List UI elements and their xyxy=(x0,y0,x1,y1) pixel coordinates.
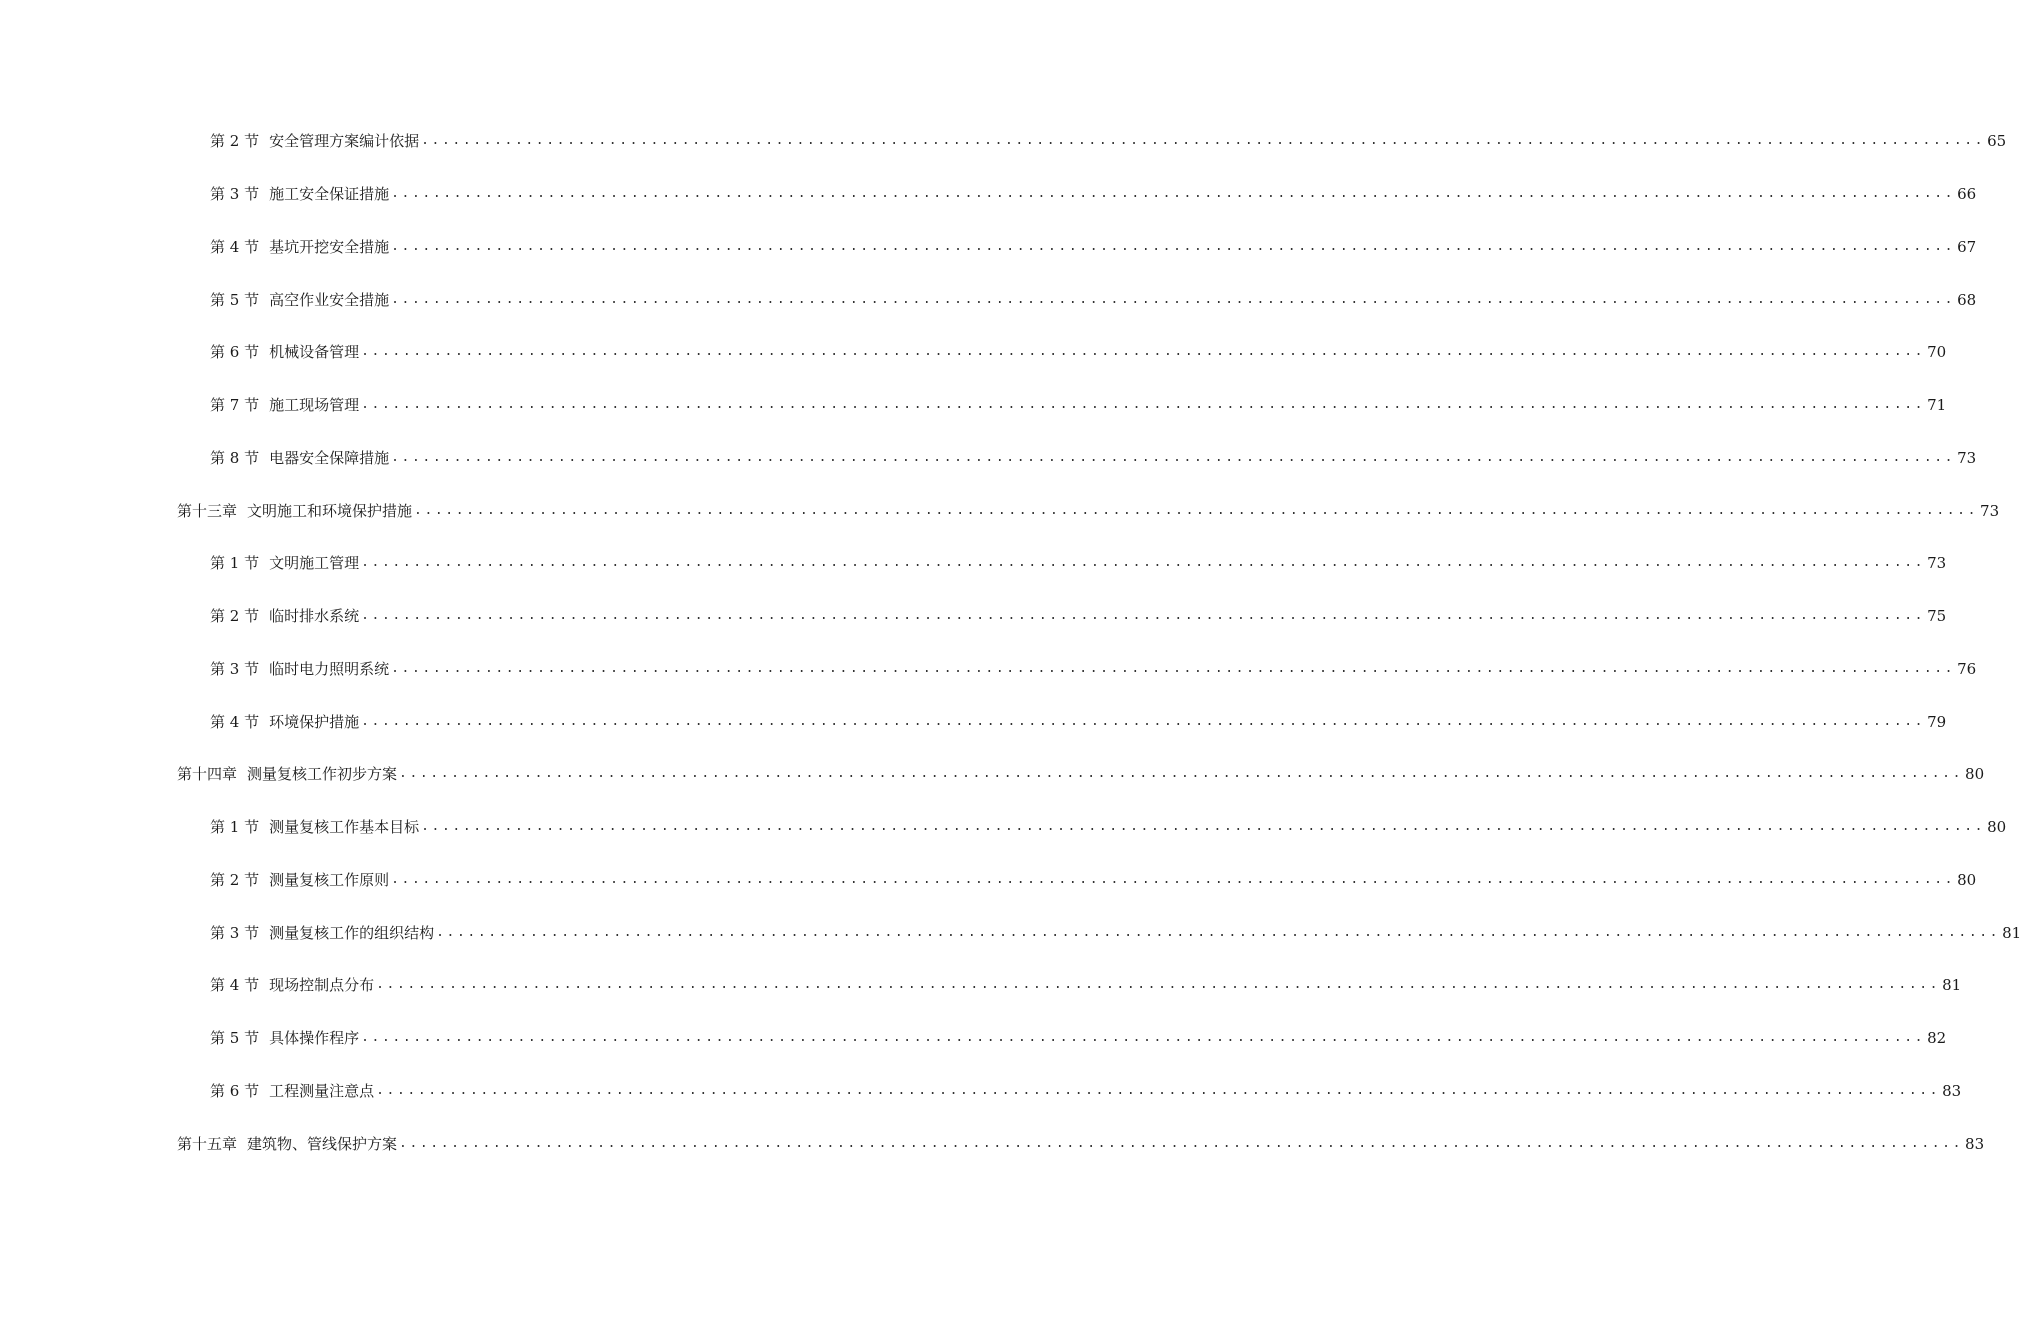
toc-entry[interactable] xyxy=(210,706,1947,732)
toc-page-number: 81 xyxy=(1942,976,1962,994)
toc-entry-title: 施工安全保证措施 xyxy=(269,185,390,203)
toc-entry-title: 安全管理方案编计依据 xyxy=(269,132,420,150)
toc-entry-title: 文明施工和环境保护措施 xyxy=(247,502,413,520)
toc-entry-title: 环境保护措施 xyxy=(269,713,360,731)
toc-entry-title: 临时排水系统 xyxy=(269,607,360,625)
toc-entry-number: 第 2 节 xyxy=(210,871,260,889)
toc-dot-leader: ...................................................................................................................................................... xyxy=(361,344,1926,359)
toc-page-number: 80 xyxy=(1965,765,1985,783)
toc-entry[interactable] xyxy=(210,389,1947,415)
toc-page-number: 71 xyxy=(1927,396,1947,414)
toc-page-number: 82 xyxy=(1927,1029,1947,1047)
toc-entry[interactable] xyxy=(210,969,1962,995)
toc-entry-title: 测量复核工作初步方案 xyxy=(247,765,398,783)
toc-dot-leader: ...................................................................................................................................................... xyxy=(361,608,1926,623)
toc-dot-leader: ...................................................................................................................................................... xyxy=(421,133,1986,148)
toc-page-number: 81 xyxy=(2002,924,2021,942)
toc-chapter-entry[interactable] xyxy=(177,758,1985,784)
toc-dot-leader: ...................................................................................................................................................... xyxy=(391,239,1956,254)
toc-entry-number: 第十四章 xyxy=(177,765,238,783)
toc-entry-title: 现场控制点分布 xyxy=(269,976,375,994)
toc-dot-leader: ...................................................................................................................................................... xyxy=(436,925,2001,940)
toc-entry-number: 第 1 节 xyxy=(210,818,260,836)
toc-entry[interactable] xyxy=(210,1022,1947,1048)
toc-page-number: 79 xyxy=(1927,713,1947,731)
toc-dot-leader: ...................................................................................................................................................... xyxy=(391,661,1956,676)
toc-entry-title: 工程测量注意点 xyxy=(269,1082,375,1100)
toc-entry-number: 第 7 节 xyxy=(210,396,260,414)
toc-page-number: 80 xyxy=(1987,818,2007,836)
toc-entry-title: 具体操作程序 xyxy=(269,1029,360,1047)
toc-page-number: 65 xyxy=(1987,132,2007,150)
toc-entry-number: 第 8 节 xyxy=(210,449,260,467)
toc-dot-leader: ...................................................................................................................................................... xyxy=(399,1136,1964,1151)
toc-dot-leader: ...................................................................................................................................................... xyxy=(376,977,1941,992)
toc-page-number: 66 xyxy=(1957,185,1977,203)
toc-entry-number: 第 2 节 xyxy=(210,607,260,625)
toc-entry-number: 第 3 节 xyxy=(210,185,260,203)
toc-entry-number: 第 2 节 xyxy=(210,132,260,150)
toc-entry-number: 第十三章 xyxy=(177,502,238,520)
toc-dot-leader: ...................................................................................................................................................... xyxy=(421,819,1986,834)
toc-page-number: 70 xyxy=(1927,343,1947,361)
toc-dot-leader: ...................................................................................................................................................... xyxy=(391,450,1956,465)
toc-chapter-entry[interactable] xyxy=(177,1128,1985,1154)
toc-entry-number: 第 5 节 xyxy=(210,1029,260,1047)
toc-entry[interactable] xyxy=(210,336,1947,362)
toc-entry-number: 第 5 节 xyxy=(210,291,260,309)
toc-entry-title: 测量复核工作原则 xyxy=(269,871,390,889)
toc-dot-leader: ...................................................................................................................................................... xyxy=(391,292,1956,307)
toc-entry-number: 第 6 节 xyxy=(210,1082,260,1100)
toc-chapter-entry[interactable] xyxy=(177,495,2000,521)
toc-entry[interactable] xyxy=(210,442,1977,468)
toc-entry-title: 机械设备管理 xyxy=(269,343,360,361)
toc-entry-number: 第 3 节 xyxy=(210,924,260,942)
toc-page-number: 73 xyxy=(1980,502,2000,520)
toc-entry[interactable] xyxy=(210,600,1947,626)
toc-entry-number: 第 3 节 xyxy=(210,660,260,678)
toc-dot-leader: ...................................................................................................................................................... xyxy=(391,872,1956,887)
toc-entry-title: 电器安全保障措施 xyxy=(269,449,390,467)
toc-entry[interactable] xyxy=(210,811,2007,837)
toc-page-number: 73 xyxy=(1957,449,1977,467)
toc-page-number: 83 xyxy=(1942,1082,1962,1100)
toc-entry[interactable] xyxy=(210,178,1977,204)
toc-entry-title: 测量复核工作基本目标 xyxy=(269,818,420,836)
toc-entry-number: 第 4 节 xyxy=(210,713,260,731)
toc-entry-number: 第 1 节 xyxy=(210,554,260,572)
toc-page-number: 80 xyxy=(1957,871,1977,889)
toc-dot-leader: ...................................................................................................................................................... xyxy=(361,1030,1926,1045)
toc-page-number: 83 xyxy=(1965,1135,1985,1153)
toc-page-number: 73 xyxy=(1927,554,1947,572)
toc-entry-title: 建筑物、管线保护方案 xyxy=(247,1135,398,1153)
toc-page-number: 68 xyxy=(1957,291,1977,309)
toc-entry[interactable] xyxy=(210,547,1947,573)
toc-entry-title: 基坑开挖安全措施 xyxy=(269,238,390,256)
toc-entry[interactable] xyxy=(210,125,2007,151)
toc-entry[interactable] xyxy=(210,284,1977,310)
toc-entry-number: 第 4 节 xyxy=(210,238,260,256)
toc-entry-number: 第 4 节 xyxy=(210,976,260,994)
toc-entry[interactable] xyxy=(210,864,1977,890)
toc-entry[interactable] xyxy=(210,1075,1962,1101)
toc-page-number: 76 xyxy=(1957,660,1977,678)
toc-page-number: 75 xyxy=(1927,607,1947,625)
toc-entry[interactable] xyxy=(210,917,2021,943)
toc-entry[interactable] xyxy=(210,231,1977,257)
toc-page-number: 67 xyxy=(1957,238,1977,256)
toc-dot-leader: ...................................................................................................................................................... xyxy=(399,766,1964,781)
toc-entry-title: 临时电力照明系统 xyxy=(269,660,390,678)
toc-dot-leader: ...................................................................................................................................................... xyxy=(414,503,1979,518)
toc-entry[interactable] xyxy=(210,653,1977,679)
toc-entry-title: 高空作业安全措施 xyxy=(269,291,390,309)
toc-dot-leader: ...................................................................................................................................................... xyxy=(361,397,1926,412)
toc-dot-leader: ...................................................................................................................................................... xyxy=(361,555,1926,570)
toc-entry-title: 文明施工管理 xyxy=(269,554,360,572)
toc-entry-title: 测量复核工作的组织结构 xyxy=(269,924,435,942)
toc-entry-number: 第十五章 xyxy=(177,1135,238,1153)
toc-dot-leader: ...................................................................................................................................................... xyxy=(376,1083,1941,1098)
toc-entry-number: 第 6 节 xyxy=(210,343,260,361)
toc-dot-leader: ...................................................................................................................................................... xyxy=(391,186,1956,201)
toc-entry-title: 施工现场管理 xyxy=(269,396,360,414)
toc-dot-leader: ...................................................................................................................................................... xyxy=(361,714,1926,729)
